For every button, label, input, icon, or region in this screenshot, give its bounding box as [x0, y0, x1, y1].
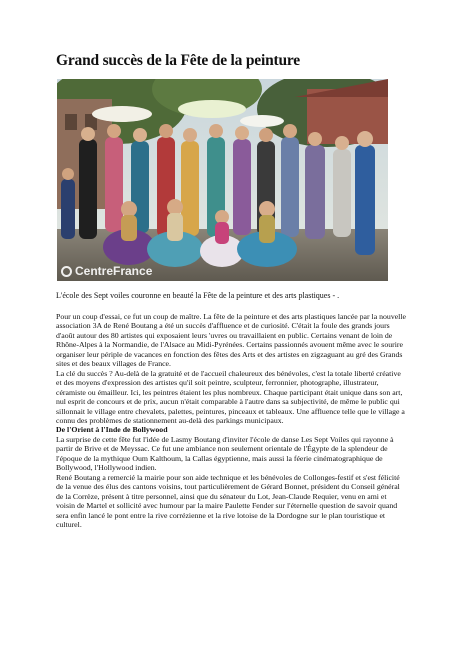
paragraph: La clé du succès ? Au-delà de la gratuité et de l'accueil chaleureux des bénévoles, c'est la totale liberté créative et des moyens d'expression des artistes qu'il soit peintre, sculpteur, ferronnier, photographe, illustrateur, céramiste ou émailleur. Ici, les peintres étaient les plus nombreux. Chaque participant était unique dans son art, nul esprit de concours et de prix, aucun n'était comparable à l'autre dans sa subjectivité, de même le public qui sillonnait le village entre chevalets, palettes, peintures, pinceaux et tableaux. Une affluence telle que le village a connu des problèmes de stationnement au-delà des parkings municipaux.	[56, 368, 405, 425]
paragraph: Pour un coup d'essai, ce fut un coup de maître. La fête de la peinture et des arts plastiques lancée par la nouvelle association 3A de René Boutang a été un succès d'affluence et de curiosité. C'était la foule des grands jours d'août autour des 80 artistes qui exposaient leurs 'uvres ou travaillaient en public. Certains venant de loin de Rhône-Alpes à la Normandie, de l'Alsace au Midi-Pyrénées. Certains passionnés avouent même avec le sourire organiser leur périple de vacances en fonction des fêtes des Arts et des artistes en zigzaguant au gré des Grands sites et des beaux villages de France.	[56, 312, 406, 369]
centrefrance-logo-icon	[61, 266, 72, 277]
article-photo	[57, 79, 388, 281]
article-subheading: De l'Orient à l'Inde de Bollywood	[56, 425, 168, 435]
watermark-brand: CentreFrance	[75, 264, 153, 278]
photo-illustration	[57, 79, 388, 281]
article-body	[56, 312, 406, 529]
photo-watermark	[61, 264, 152, 278]
paragraph: René Boutang a remercié la mairie pour son aide technique et les bénévoles de Collonges-festif et s'est félicité de la venue des élus des cantons voisins, tout particulièrement de Gérard Bonnet, président du Conseil général de la Corrèze, présent à titre personnel, ainsi que du sénateur du Lot, Jean-Claude Requier, venu en ami et voisin de Martel et sollicité avec humour par la maire Paulette Fender sur l'éternelle question de savoir quand sera enfin lancé le pont entre la rive corrézienne et la rive lotoise de la Dordogne sur le plan touristique et culturel.	[56, 472, 400, 529]
paragraph: La surprise de cette fête fut l'idée de Lasmy Boutang d'inviter l'école de danse Les Sept Voiles qui rayonne à partir de Brive et de Meyssac. Ce fut une ambiance non seulement orientale de l'Égypte de la splendeur de l'époque de la mythique Oum Kalthoum, la Callas égyptienne, mais aussi la féerie cinématographique de Bollywood, l'Hollywood indien.	[56, 434, 394, 473]
article-title: Grand succès de la Fête de la peinture	[56, 52, 300, 69]
photo-caption: L'école des Sept voiles couronne en beauté la Fête de la peinture et des arts plastiques - .	[56, 291, 340, 300]
